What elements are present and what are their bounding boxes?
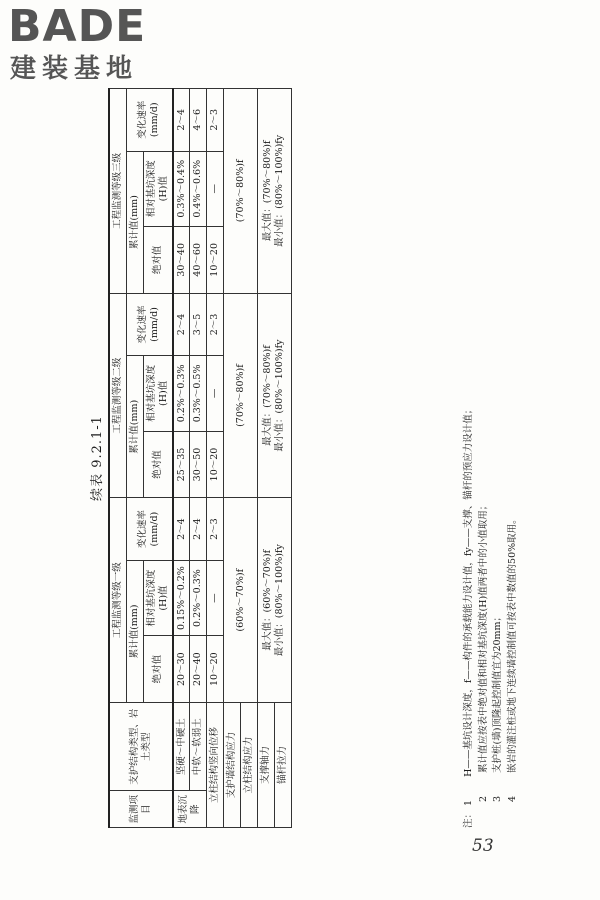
soft-soil-type: 中软～软弱土 [190, 703, 207, 791]
stress-l3: (70%～80%)f [224, 89, 258, 294]
header-rate-l1: 变化速率(mm/d) [126, 498, 172, 560]
force-l2 [257, 293, 291, 498]
cell: 2～4 [173, 293, 190, 355]
column-item: 立柱结构竖向位移 [207, 703, 224, 828]
cell: 25～35 [173, 431, 190, 498]
table-row-wall-stress [224, 89, 241, 828]
table-row-soft-soil [190, 89, 207, 828]
cell: 0.3%～0.5% [190, 356, 207, 431]
note-number: 4 [507, 795, 519, 802]
note-number: 2 [477, 795, 489, 802]
cell: 2～3 [207, 293, 224, 355]
header-rel-l2: 相对基坑深度(H)值 [143, 356, 172, 431]
force-l3-max: 最大值：(70%～80%)f [262, 140, 274, 242]
note-3 [491, 88, 506, 828]
note-text: 嵌岩的灌注桩或地下连续墙控制值可按表中数值的50%取用。 [507, 514, 519, 773]
cell: — [207, 356, 224, 431]
force-l1-max: 最大值：(60%～70%)f [262, 549, 274, 651]
cell: 2～4 [190, 498, 207, 560]
note-text: H——基坑设计深度，f——构件的承载能力设计值，fy——支撑、锚杆的预应力设计值； [463, 404, 474, 777]
force-l1-min: 最小值：(80%～100%)fy [274, 544, 286, 657]
header-cum-l3: 累计值(mm) [126, 151, 143, 293]
cell: 0.2%～0.3% [190, 560, 207, 635]
cell: 0.4%～0.6% [190, 151, 207, 226]
cell: 30～40 [173, 226, 190, 293]
rotated-page-content [80, 88, 540, 828]
cell: 20～30 [173, 636, 190, 703]
note-2 [477, 88, 492, 828]
axial-force-item: 支撑轴力 [257, 703, 274, 828]
table-row-hard-soil [173, 89, 190, 828]
cell: 10～20 [207, 431, 224, 498]
table-notes [462, 88, 521, 828]
cell: 2～3 [207, 498, 224, 560]
note-number: 3 [492, 795, 504, 802]
cell: 20～40 [190, 636, 207, 703]
header-abs-l1: 绝对值 [143, 636, 172, 703]
cell: 4～6 [190, 89, 207, 152]
cell: 40～60 [190, 226, 207, 293]
force-l3-min: 最小值：(80%～100%)fy [274, 134, 286, 247]
cell: 2～4 [173, 89, 190, 152]
notes-prefix: 注： [463, 808, 474, 828]
header-level3: 工程监测等级三级 [109, 89, 126, 294]
cell: — [207, 560, 224, 635]
cell: 0.15%～0.2% [173, 560, 190, 635]
logo-wordmark: BADE [8, 1, 147, 52]
settlement-label: 地表沉降 [173, 791, 207, 828]
force-l2-min: 最小值：(80%～100%)fy [274, 339, 286, 452]
header-abs-l3: 绝对值 [143, 226, 172, 293]
force-l1 [257, 498, 291, 703]
force-l3 [257, 89, 291, 294]
cell: 2～3 [207, 89, 224, 152]
header-abs-l2: 绝对值 [143, 431, 172, 498]
cell: 30～50 [190, 431, 207, 498]
header-monitor-item: 监测项目 [109, 791, 173, 828]
wall-stress-item: 支护墙结构应力 [224, 703, 241, 828]
cell: — [207, 151, 224, 226]
header-rate-l2: 变化速率(mm/d) [126, 293, 172, 355]
note-text: 累计值应按表中绝对值和相对基坑深度(H)值两者中的小值取用； [477, 500, 489, 773]
header-cum-l2: 累计值(mm) [126, 356, 143, 498]
header-level2: 工程监测等级二级 [109, 293, 126, 498]
column-stress-item: 立柱结构应力 [241, 703, 258, 828]
cell: 0.3%～0.4% [173, 151, 190, 226]
monitoring-control-table [108, 88, 292, 828]
cell: 10～20 [207, 636, 224, 703]
note-text: 支护桩(墙)顶隆起控制值宜为20mm； [492, 611, 504, 773]
cell: 3～5 [190, 293, 207, 355]
cell: 10～20 [207, 226, 224, 293]
table-caption: 续表 9.2.1-1 [90, 415, 105, 501]
stress-l2: (70%～80%)f [224, 293, 258, 498]
cell: 2～4 [173, 498, 190, 560]
header-rel-l3: 相对基坑深度(H)值 [143, 151, 172, 226]
anchor-force-item: 锚杆拉力 [274, 703, 291, 828]
note-1 [462, 88, 477, 828]
table-row-column-displacement [207, 89, 224, 828]
logo-chinese-text: 建装基地 [10, 54, 139, 84]
note-number: 1 [463, 799, 474, 806]
table-row-axial-force [257, 89, 274, 828]
hard-soil-type: 坚硬～中硬土 [173, 703, 190, 791]
force-l2-max: 最大值：(70%～80%)f [262, 345, 274, 446]
header-cum-l1: 累计值(mm) [126, 560, 143, 702]
logo [8, 1, 178, 86]
page-number: 53 [472, 836, 494, 856]
stress-l1: (60%～70%)f [224, 498, 258, 703]
header-row-1 [109, 89, 126, 828]
cell: 0.2%～0.3% [173, 356, 190, 431]
header-rate-l3: 变化速率(mm/d) [126, 89, 172, 152]
header-rel-l1: 相对基坑深度(H)值 [143, 560, 172, 635]
header-support-type: 支护结构类型、岩土类型 [109, 703, 173, 791]
note-4 [506, 88, 521, 828]
header-level1: 工程监测等级一级 [109, 498, 126, 703]
